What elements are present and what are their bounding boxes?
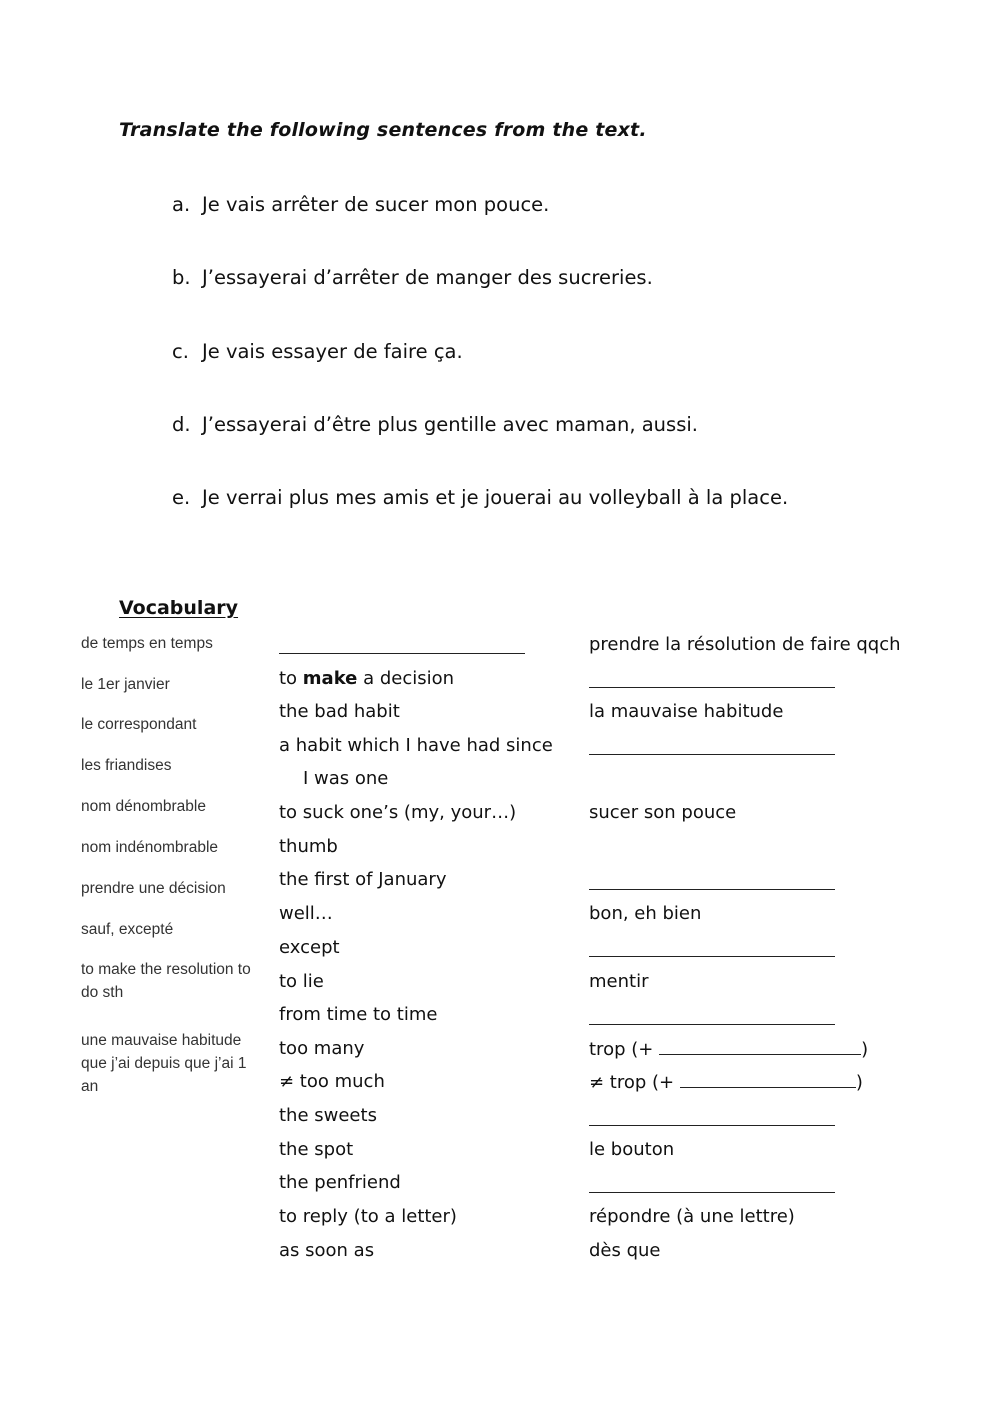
sentence-e bbox=[172, 486, 788, 509]
sentence-d bbox=[172, 413, 698, 436]
answer-blank[interactable] bbox=[589, 1024, 835, 1025]
french-term: dès que bbox=[589, 1240, 661, 1261]
sentence-letter: c. bbox=[172, 340, 189, 363]
answer-blank[interactable] bbox=[589, 687, 835, 688]
english-term: I was one bbox=[303, 768, 389, 789]
sentence-text: Je vais arrêter de sucer mon pouce. bbox=[202, 193, 550, 216]
sentence-text: J’essayerai d’arrêter de manger des sucreries. bbox=[202, 266, 653, 289]
english-term-bold: make bbox=[302, 668, 358, 689]
sentence-text: J’essayerai d’être plus gentille avec maman, aussi. bbox=[202, 413, 698, 436]
word-bank-item: les friandises bbox=[81, 757, 172, 774]
answer-blank[interactable] bbox=[589, 1192, 835, 1193]
sentence-c bbox=[172, 340, 463, 363]
french-term: sucer son pouce bbox=[589, 802, 737, 823]
french-term bbox=[589, 1038, 868, 1061]
english-term: a habit which I have had since bbox=[279, 735, 553, 756]
french-term-part: ) bbox=[861, 1039, 869, 1060]
english-term: except bbox=[279, 937, 340, 958]
french-term: bon, eh bien bbox=[589, 903, 702, 924]
answer-blank[interactable] bbox=[589, 1125, 835, 1126]
exercise-heading: Translate the following sentences from the text. bbox=[119, 119, 647, 141]
vocabulary-title: Vocabulary bbox=[119, 597, 239, 619]
word-bank-item: sauf, excepté bbox=[81, 921, 174, 938]
english-term: too many bbox=[279, 1038, 365, 1059]
word-bank-item: le correspondant bbox=[81, 716, 197, 733]
answer-blank[interactable] bbox=[279, 653, 525, 654]
english-term: thumb bbox=[279, 836, 338, 857]
word-bank-item: prendre une décision bbox=[81, 880, 226, 897]
french-term bbox=[589, 1071, 863, 1094]
sentence-letter: e. bbox=[172, 486, 191, 509]
english-term: to lie bbox=[279, 971, 324, 992]
word-bank-item: de temps en temps bbox=[81, 635, 213, 652]
sentence-letter: a. bbox=[172, 193, 191, 216]
french-term: mentir bbox=[589, 971, 649, 992]
english-term: from time to time bbox=[279, 1004, 438, 1025]
french-term: prendre la résolution de faire qqch bbox=[589, 634, 901, 655]
english-term-part: a decision bbox=[357, 668, 455, 689]
sentence-a bbox=[172, 193, 549, 216]
english-term: the spot bbox=[279, 1139, 354, 1160]
word-bank-item: une mauvaise habitude que j’ai depuis que j’ai 1 an bbox=[81, 1032, 247, 1095]
english-term: well… bbox=[279, 903, 333, 924]
answer-blank[interactable] bbox=[589, 889, 835, 890]
english-term: the penfriend bbox=[279, 1172, 401, 1193]
word-bank-item: to make the resolution to do sth bbox=[81, 961, 251, 1001]
english-term: to reply (to a letter) bbox=[279, 1206, 457, 1227]
french-term-part: ) bbox=[855, 1072, 863, 1093]
answer-blank[interactable] bbox=[589, 754, 835, 755]
sentence-letter: b. bbox=[172, 266, 191, 289]
sentence-text: Je verrai plus mes amis et je jouerai au volleyball à la place. bbox=[202, 486, 789, 509]
word-bank-item: nom dénombrable bbox=[81, 798, 206, 815]
english-term: to suck one’s (my, your…) bbox=[279, 802, 517, 823]
word-bank-item: nom indénombrable bbox=[81, 839, 219, 856]
english-term bbox=[279, 668, 454, 690]
answer-blank-inline[interactable] bbox=[680, 1071, 856, 1088]
english-term: ≠ too much bbox=[279, 1071, 385, 1092]
french-term-part: trop (+ bbox=[589, 1039, 660, 1060]
english-term: the first of January bbox=[279, 869, 447, 890]
english-term: the bad habit bbox=[279, 701, 400, 722]
english-term: as soon as bbox=[279, 1240, 375, 1261]
french-term: le bouton bbox=[589, 1139, 675, 1160]
english-term: the sweets bbox=[279, 1105, 377, 1126]
english-term-part: to bbox=[279, 668, 303, 689]
sentence-text: Je vais essayer de faire ça. bbox=[202, 340, 463, 363]
sentence-letter: d. bbox=[172, 413, 191, 436]
french-term: la mauvaise habitude bbox=[589, 701, 784, 722]
french-term-part: ≠ trop (+ bbox=[589, 1072, 680, 1093]
word-bank-item: le 1er janvier bbox=[81, 676, 170, 693]
answer-blank-inline[interactable] bbox=[659, 1038, 861, 1055]
answer-blank[interactable] bbox=[589, 956, 835, 957]
french-term: répondre (à une lettre) bbox=[589, 1206, 795, 1227]
sentence-b bbox=[172, 266, 653, 289]
